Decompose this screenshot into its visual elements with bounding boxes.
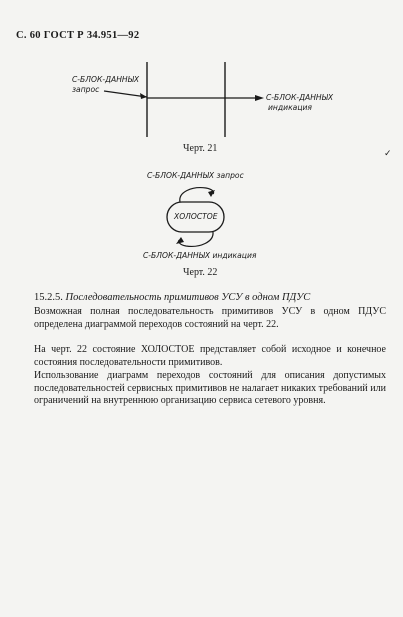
paragraph-2-text: На черт. 22 состояние ХОЛОСТОЕ представляет собой исходное и конечное состояния последовательности примитивов. (34, 344, 386, 368)
fig21-indication-label-line1: С-БЛОК-ДАННЫХ (266, 93, 334, 102)
fig22-top-label: С-БЛОК-ДАННЫХ запрос (147, 171, 244, 180)
paragraph-2 (34, 344, 386, 369)
loop-top-arc (180, 188, 214, 202)
loop-bottom-arc (179, 232, 213, 246)
fig21-request-label-line2: запрос (72, 85, 100, 94)
fig21-indication-label-line2: индикация (268, 103, 312, 112)
paragraph-1 (34, 306, 386, 331)
section-heading (34, 292, 386, 305)
figure-22-caption: Черт. 22 (183, 267, 218, 278)
paragraph-3 (34, 370, 386, 408)
fig22-bottom-label: С-БЛОК-ДАННЫХ индикация (143, 251, 257, 260)
indication-arrowhead (255, 95, 264, 101)
paragraph-1-text: Возможная полная последовательность примитивов УСУ в одном ПДУС определена диаграммой переходов состояний на черт. 22. (34, 306, 386, 330)
scan-mark: ✓ (384, 148, 392, 158)
figure-21-caption: Черт. 21 (183, 143, 218, 154)
paragraph-3-text: Использование диаграмм переходов состояний для описания допустимых последовательностей сервисных примитивов не налагает никаких требований или ограничений на внутреннюю организацию сервиса сетевого уровня. (34, 370, 386, 407)
section-number: 15.2.5. (34, 292, 63, 303)
request-arrowhead (140, 93, 147, 99)
state-idle-label: ХОЛОСТОЕ (174, 212, 218, 221)
fig21-request-label-line1: С-БЛОК-ДАННЫХ (72, 75, 140, 84)
loop-bottom-arrowhead (176, 237, 184, 244)
page-header: С. 60 ГОСТ Р 34.951—92 (16, 30, 140, 41)
section-title: Последовательность примитивов УСУ в одном ПДУС (65, 292, 311, 303)
